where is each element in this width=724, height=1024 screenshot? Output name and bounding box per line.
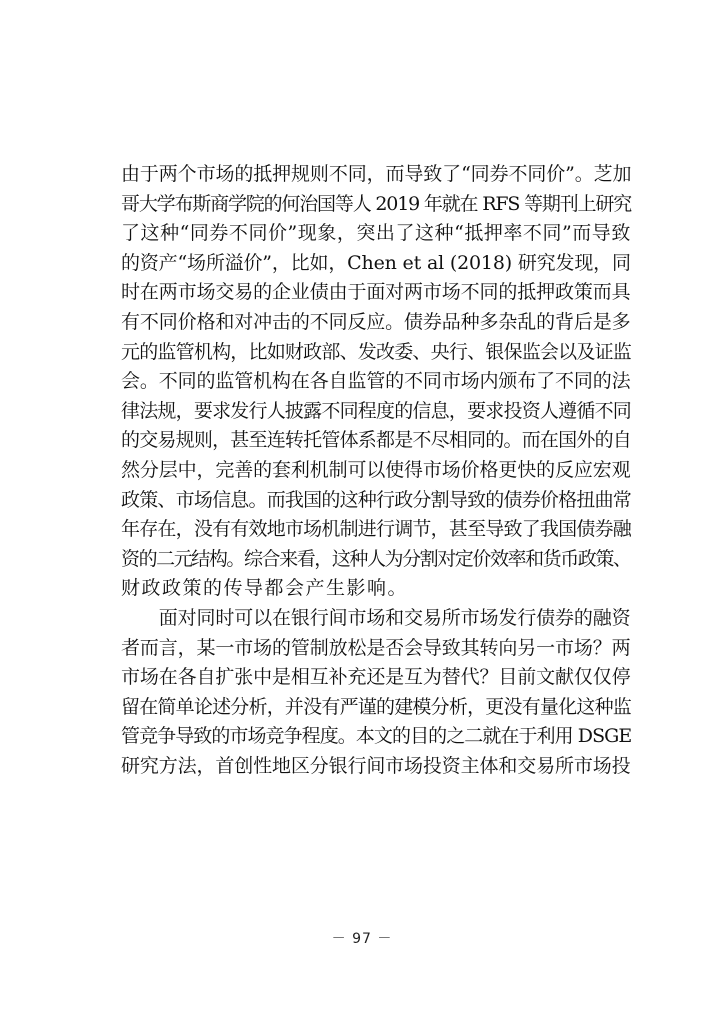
text-line: 哥大学布斯商学院的何治国等人 2019 年就在 RFS 等期刊上研究 bbox=[121, 192, 632, 215]
text-line: 财政政策的传导都会产生影响。 bbox=[121, 577, 409, 600]
text-line: 元的监管机构，比如财政部、发改委、央行、银保监会以及证监 bbox=[121, 340, 632, 363]
text-line: 由于两个市场的抵押规则不同，而导致了“同券不同价”。芝加 bbox=[121, 163, 632, 185]
text-line: 的资产“场所溢价”，比如，Chen et al (2018) 研究发现，同 bbox=[121, 251, 631, 274]
text-line: 面对同时可以在银行间市场和交易所市场发行债券的融资 bbox=[121, 606, 631, 629]
body-text bbox=[121, 160, 631, 781]
text-line: 管竞争导致的市场竞争程度。本文的目的之二就在于利用 DSGE bbox=[121, 725, 632, 748]
text-line: 研究方法，首创性地区分银行间市场投资主体和交易所市场投 bbox=[121, 754, 631, 777]
text-line: 年存在，没有有效地市场机制进行调节，甚至导致了我国债券融 bbox=[121, 518, 632, 541]
text-line: 者而言，某一市场的管制放松是否会导致其转向另一市场？两 bbox=[121, 636, 631, 659]
text-line: 留在简单论述分析，并没有严谨的建模分析，更没有量化这种监 bbox=[121, 695, 632, 718]
text-line: 时在两市场交易的企业债由于面对两市场不同的抵押政策而具 bbox=[121, 281, 631, 304]
text-line: 政策、市场信息。而我国的这种行政分割导致的债券价格扭曲常 bbox=[121, 488, 632, 511]
text-line: 了这种“同券不同价”现象，突出了这种“抵押率不同”而导致 bbox=[121, 222, 631, 245]
text-line: 市场在各自扩张中是相互补充还是互为替代？目前文献仅仅停 bbox=[121, 666, 631, 689]
text-line: 资的二元结构。综合来看，这种人为分割对定价效率和货币政策、 bbox=[121, 547, 631, 570]
text-line: 会。不同的监管机构在各自监管的不同市场内颁布了不同的法 bbox=[121, 370, 631, 393]
text-line: 律法规，要求发行人披露不同程度的信息，要求投资人遵循不同 bbox=[121, 399, 632, 422]
text-line: 然分层中，完善的套利机制可以使得市场价格更快的反应宏观 bbox=[121, 458, 631, 481]
text-line: 有不同价格和对冲击的不同反应。债券品种多杂乱的背后是多 bbox=[121, 310, 631, 333]
text-line: 的交易规则，甚至连转托管体系都是不尽相同的。而在国外的自 bbox=[121, 429, 632, 452]
page-number: － 97 － bbox=[331, 931, 393, 947]
